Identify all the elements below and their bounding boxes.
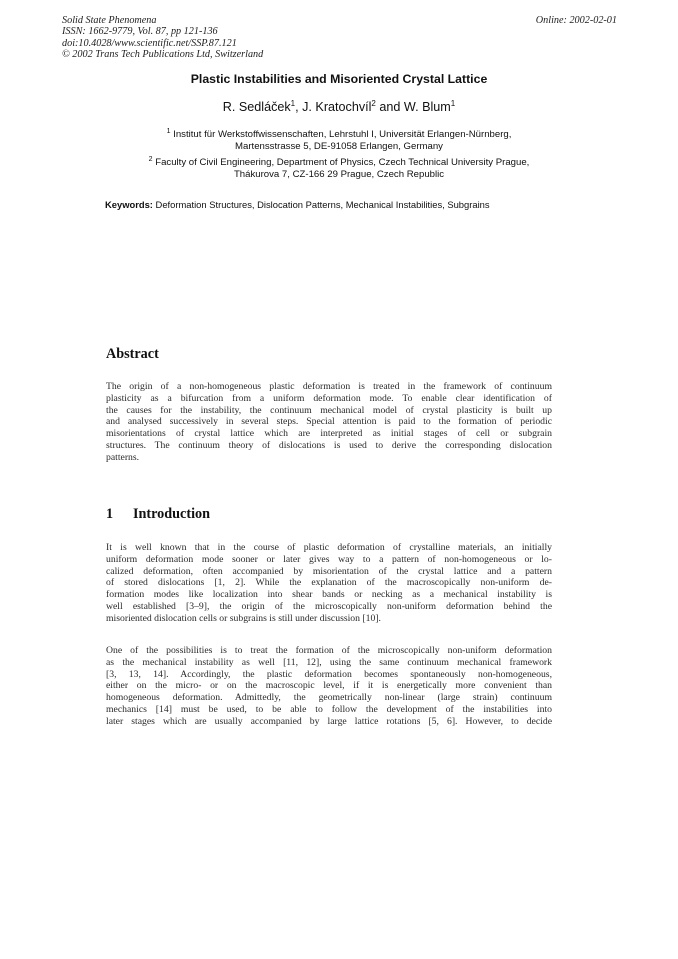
affiliation-1 bbox=[0, 126, 678, 154]
author-list bbox=[0, 99, 678, 114]
text-line: of stored dislocations [1, 2]. While the explanation of the macroscopically non-uniform de- bbox=[106, 577, 552, 589]
section-number: 1 bbox=[106, 506, 114, 522]
author-name: W. Blum bbox=[403, 100, 451, 115]
text-line: misoriented dislocation cells or subgrains is still under discussion [10]. bbox=[106, 612, 381, 624]
text-line: It is well known that in the course of plastic deformation of crystalline materials, an initially bbox=[106, 542, 552, 553]
affiliation-2 bbox=[0, 154, 678, 182]
text-line: the causes for the instability, the continuum mechanical model of crystal plasticity is built up bbox=[106, 404, 552, 416]
introduction-heading bbox=[106, 506, 210, 523]
text-line: as the mechanical instability as well [11, 12], using the same continuum mechanical framework bbox=[106, 656, 552, 668]
affiliation-address: Martensstrasse 5, DE-91058 Erlangen, Germany bbox=[235, 141, 443, 153]
online-date: Online: 2002-02-01 bbox=[535, 15, 617, 26]
keywords-label: Keywords: bbox=[105, 199, 153, 210]
abstract-paragraph bbox=[106, 381, 552, 464]
author-separator: and bbox=[375, 100, 404, 115]
section-title: Introduction bbox=[133, 506, 210, 522]
text-line: patterns. bbox=[106, 451, 140, 463]
affiliation-line: Institut für Werkstoffwissenschaften, Lehrstuhl I, Universität Erlangen-Nürnberg, bbox=[173, 129, 512, 141]
issn-line: ISSN: 1662-9779, Vol. 87, pp 121-136 bbox=[62, 26, 218, 38]
abstract-heading: Abstract bbox=[106, 346, 159, 362]
keywords-text: Deformation Structures, Dislocation Patterns, Mechanical Instabilities, Subgrains bbox=[152, 199, 490, 210]
text-line: structures. The continuum theory of dislocations is used to derive the corresponding dislocation bbox=[106, 439, 552, 451]
affiliation-line: Faculty of Civil Engineering, Department of Physics, Czech Technical University Prague, bbox=[155, 157, 530, 169]
copyright-line: © 2002 Trans Tech Publications Ltd, Switzerland bbox=[62, 48, 264, 60]
text-line: formation modes like localization into shear bands or necking as a mechanical instability is bbox=[106, 589, 552, 601]
text-line: [3, 13, 14]. Accordingly, the plastic deformation becomes spontaneously non-homogeneous, bbox=[106, 668, 552, 680]
introduction-paragraph-2 bbox=[106, 645, 552, 728]
doi-line: doi:10.4028/www.scientific.net/SSP.87.121 bbox=[62, 37, 237, 49]
text-line: mechanics [14] must be used, to be able to follow the development of the instabilities into bbox=[106, 703, 552, 715]
author-name: J. Kratochvíl bbox=[302, 100, 372, 115]
text-line: well established [3–9], the origin of the microscopically non-uniform deformation behind the bbox=[106, 600, 552, 612]
text-line: The origin of a non-homogeneous plastic deformation is treated in the framework of continuum bbox=[106, 381, 552, 392]
introduction-paragraph-1 bbox=[106, 542, 552, 625]
text-line: and analysed successively in several steps. Special attention is paid to the formation of periodic bbox=[106, 416, 552, 428]
text-line: either on the micro- or on the macroscopic level, if it is energetically more convenient than bbox=[106, 680, 552, 692]
affiliation-mark: 2 bbox=[148, 156, 153, 163]
publication-info bbox=[62, 15, 263, 60]
text-line: misorientations of crystal lattice which are interpreted as initial stages of cell or subgrain bbox=[106, 428, 552, 440]
text-line: homogeneous deformation. Admittedly, the geometrically non-linear (large strain) continuum bbox=[106, 692, 552, 704]
affiliation-address: Thákurova 7, CZ-166 29 Prague, Czech Republic bbox=[233, 169, 445, 181]
affiliation-mark: 1 bbox=[166, 128, 171, 135]
keywords bbox=[105, 199, 490, 210]
paper-title: Plastic Instabilities and Misoriented Crystal Lattice bbox=[190, 72, 488, 86]
text-line: later stages which are usually accompanied by large lattice rotations [5, 6]. However, to decide bbox=[106, 715, 552, 727]
author-affil-mark: 1 bbox=[450, 99, 456, 108]
author-affil-mark: 1 bbox=[290, 99, 296, 108]
text-line: One of the possibilities is to treat the formation of the microscopically non-uniform deformation bbox=[106, 645, 552, 656]
journal-name: Solid State Phenomena bbox=[62, 15, 157, 26]
author-name: R. Sedláček bbox=[222, 100, 291, 115]
author-affil-mark: 2 bbox=[371, 99, 376, 108]
text-line: plasticity as a bifurcation from a uniform deformation mode. To enable clear identification of bbox=[106, 392, 552, 404]
text-line: calized deformation, often accompanied by misorientation of the crystal lattice and a pattern bbox=[106, 565, 552, 577]
text-line: uniform deformation mode sooner or later gives way to a pattern of non-homogeneous or lo- bbox=[106, 553, 552, 565]
author-separator: , bbox=[295, 100, 303, 115]
